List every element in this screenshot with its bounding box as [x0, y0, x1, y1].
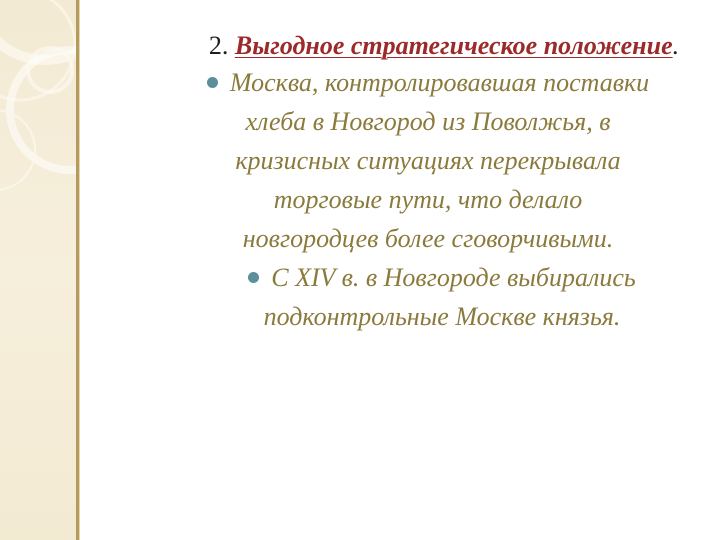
- bullet-line: хлеба в Новгород из Поволжья, в: [245, 107, 611, 136]
- bullet-item-princes: [150, 258, 698, 336]
- title-text: Выгодное стратегическое положение: [234, 31, 673, 60]
- bullet-line: [186, 258, 698, 297]
- title-period: .: [672, 31, 680, 60]
- bullet-text: С XIV в. в Новгороде выбирались: [271, 263, 636, 292]
- title-number: 2.: [208, 31, 229, 60]
- bullet-line: подконтрольные Москве князья.: [263, 302, 621, 331]
- decorative-circles: [0, 0, 76, 540]
- bullet-line: новгородцев более сговорчивыми.: [242, 224, 614, 253]
- decorative-side-panel: [0, 0, 76, 540]
- bullet-item-moscow-supply: [150, 63, 698, 258]
- bullet-dot-icon: [207, 77, 218, 88]
- slide-content: [150, 26, 698, 336]
- bullet-text: Москва, контролировавшая поставки: [229, 68, 650, 97]
- bullet-dot-icon: [248, 272, 259, 283]
- bullet-line: [158, 63, 698, 102]
- bullet-line: кризисных ситуациях перекрывала: [235, 146, 621, 175]
- bullet-line: торговые пути, что делало: [273, 185, 583, 214]
- slide-title: [150, 26, 698, 66]
- panel-border-highlight: [79, 0, 80, 540]
